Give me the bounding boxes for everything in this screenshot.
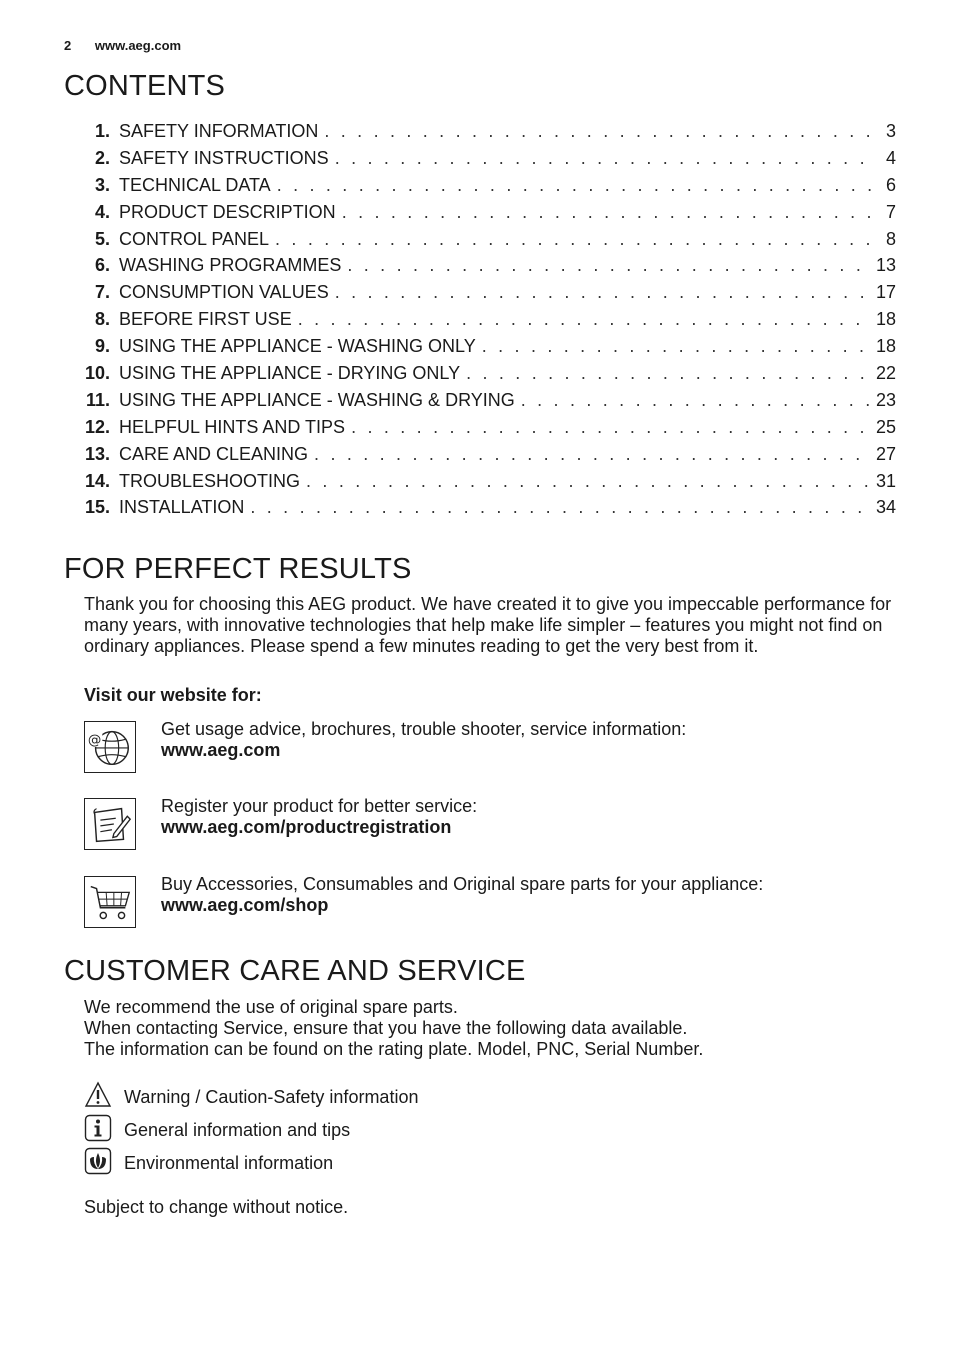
website-item-advice bbox=[84, 721, 899, 777]
toc-title: SAFETY INFORMATION bbox=[119, 121, 319, 141]
toc-item[interactable] bbox=[64, 229, 896, 256]
toc-item[interactable] bbox=[64, 471, 896, 498]
toc-page-number: 23 bbox=[875, 389, 896, 410]
toc-title: CONSUMPTION VALUES bbox=[119, 282, 329, 303]
perfect-results-intro: Thank you for choosing this AEG product. We have created it to give you impeccable performance for many years, with innovative technologies that help make life simpler – features you might not find on ordinary appliances. Please spend a few minutes reading to get the very best from it. bbox=[84, 594, 892, 656]
toc-title: TECHNICAL DATA bbox=[119, 174, 271, 195]
warning-triangle-icon bbox=[84, 1081, 112, 1109]
toc-title: PRODUCT DESCRIPTION bbox=[119, 201, 336, 222]
toc-item[interactable] bbox=[64, 309, 896, 336]
toc-title: WASHING PROGRAMMES bbox=[119, 255, 342, 276]
shopping-cart-icon bbox=[84, 876, 136, 928]
website-link[interactable]: www.aeg.com/productregistration bbox=[161, 817, 452, 837]
toc-leader-dots bbox=[277, 175, 872, 196]
toc-page-number: 4 bbox=[885, 147, 896, 168]
contents-heading: CONTENTS bbox=[64, 70, 226, 102]
toc-item[interactable] bbox=[64, 202, 896, 229]
toc-page-number: 31 bbox=[875, 470, 896, 491]
toc-item[interactable] bbox=[64, 175, 896, 202]
toc-item[interactable] bbox=[64, 148, 896, 175]
toc-item[interactable] bbox=[64, 363, 896, 390]
toc-number: 4. bbox=[94, 201, 110, 222]
toc-title: CONTROL PANEL bbox=[119, 228, 270, 249]
toc-leader-dots bbox=[521, 390, 870, 411]
toc-page-number: 13 bbox=[875, 255, 896, 276]
toc-number: 10. bbox=[84, 363, 110, 384]
toc-number: 5. bbox=[94, 228, 110, 249]
toc-title: BEFORE FIRST USE bbox=[119, 309, 292, 330]
toc-leader-dots bbox=[335, 148, 872, 169]
toc-leader-dots bbox=[482, 336, 870, 357]
toc-item[interactable] bbox=[64, 390, 896, 417]
toc-number: 9. bbox=[94, 336, 110, 357]
toc-item[interactable] bbox=[64, 444, 896, 471]
toc-title: HELPFUL HINTS AND TIPS bbox=[119, 416, 346, 437]
toc-leader-dots bbox=[466, 363, 870, 384]
toc-number: 12. bbox=[84, 416, 110, 437]
toc-number: 2. bbox=[94, 147, 110, 168]
toc-leader-dots bbox=[347, 255, 870, 276]
toc-item[interactable] bbox=[64, 121, 896, 148]
website-item-text bbox=[161, 874, 763, 916]
website-item-text bbox=[161, 719, 686, 761]
toc-leader-dots bbox=[298, 309, 870, 330]
website-item-text bbox=[161, 796, 477, 838]
toc-leader-dots bbox=[342, 202, 872, 223]
toc-title: USING THE APPLIANCE - DRYING ONLY bbox=[119, 363, 461, 384]
website-item-register bbox=[84, 798, 899, 854]
customer-care-line: We recommend the use of original spare parts. bbox=[84, 997, 458, 1017]
website-description: Get usage advice, brochures, trouble shooter, service information: bbox=[161, 719, 687, 739]
toc-leader-dots bbox=[250, 497, 870, 518]
toc-leader-dots bbox=[351, 417, 870, 438]
header-url: www.aeg.com bbox=[94, 38, 182, 53]
website-description: Register your product for better service: bbox=[161, 796, 478, 816]
svg-text:@: @ bbox=[87, 733, 102, 749]
register-notepad-icon bbox=[84, 798, 136, 850]
visit-website-label: Visit our website for: bbox=[84, 685, 262, 705]
info-icon bbox=[84, 1114, 112, 1142]
toc-number: 13. bbox=[84, 443, 110, 464]
toc-page-number: 27 bbox=[875, 443, 896, 464]
toc-title: CARE AND CLEANING bbox=[119, 443, 309, 464]
toc-number: 7. bbox=[94, 282, 110, 303]
toc-title: TROUBLESHOOTING bbox=[119, 470, 301, 491]
page-number: 2 bbox=[64, 38, 72, 53]
toc-page-number: 22 bbox=[875, 363, 896, 384]
toc-number: 1. bbox=[94, 121, 110, 141]
globe-at-icon bbox=[84, 721, 136, 773]
toc-leader-dots bbox=[314, 444, 870, 465]
page-header bbox=[64, 38, 181, 53]
toc-leader-dots bbox=[335, 282, 870, 303]
toc-page-number: 25 bbox=[875, 416, 896, 437]
toc-leader-dots bbox=[306, 471, 870, 492]
toc-page-number: 18 bbox=[875, 336, 896, 357]
change-notice: Subject to change without notice. bbox=[84, 1197, 349, 1217]
website-item-shop bbox=[84, 876, 899, 932]
toc-page-number: 34 bbox=[875, 497, 896, 518]
customer-care-heading: CUSTOMER CARE AND SERVICE bbox=[64, 955, 526, 987]
toc-page-number: 17 bbox=[875, 282, 896, 303]
toc-number: 14. bbox=[84, 470, 110, 491]
environment-leaf-icon bbox=[84, 1147, 112, 1175]
toc-title: SAFETY INSTRUCTIONS bbox=[119, 147, 329, 168]
toc-leader-dots bbox=[275, 229, 872, 250]
toc-number: 15. bbox=[84, 497, 110, 518]
toc-title: INSTALLATION bbox=[119, 497, 245, 518]
table-of-contents bbox=[64, 121, 896, 524]
perfect-results-heading: FOR PERFECT RESULTS bbox=[64, 553, 412, 585]
toc-number: 11. bbox=[85, 389, 110, 410]
toc-number: 3. bbox=[94, 174, 110, 195]
customer-care-line: The information can be found on the rating plate. Model, PNC, Serial Number. bbox=[84, 1039, 704, 1059]
toc-item[interactable] bbox=[64, 497, 896, 524]
toc-item[interactable] bbox=[64, 417, 896, 444]
toc-number: 8. bbox=[94, 309, 110, 330]
toc-page-number: 3 bbox=[885, 121, 896, 141]
legend-text: Environmental information bbox=[124, 1153, 334, 1173]
toc-title: USING THE APPLIANCE - WASHING ONLY bbox=[119, 336, 476, 357]
toc-item[interactable] bbox=[64, 282, 896, 309]
toc-item[interactable] bbox=[64, 255, 896, 282]
website-link[interactable]: www.aeg.com/shop bbox=[161, 895, 329, 915]
customer-care-line: When contacting Service, ensure that you have the following data available. bbox=[84, 1018, 688, 1038]
legend-text: Warning / Caution-Safety information bbox=[124, 1087, 419, 1107]
toc-number: 6. bbox=[94, 255, 110, 276]
toc-page-number: 6 bbox=[885, 174, 896, 195]
toc-page-number: 18 bbox=[875, 309, 896, 330]
toc-item[interactable] bbox=[64, 336, 896, 363]
toc-leader-dots bbox=[324, 121, 872, 142]
website-link[interactable]: www.aeg.com bbox=[161, 740, 281, 760]
website-description: Buy Accessories, Consumables and Original spare parts for your appliance: bbox=[161, 874, 764, 894]
toc-page-number: 8 bbox=[885, 228, 896, 249]
toc-page-number: 7 bbox=[885, 201, 896, 222]
toc-title: USING THE APPLIANCE - WASHING & DRYING bbox=[119, 389, 515, 410]
legend-text: General information and tips bbox=[124, 1120, 351, 1140]
